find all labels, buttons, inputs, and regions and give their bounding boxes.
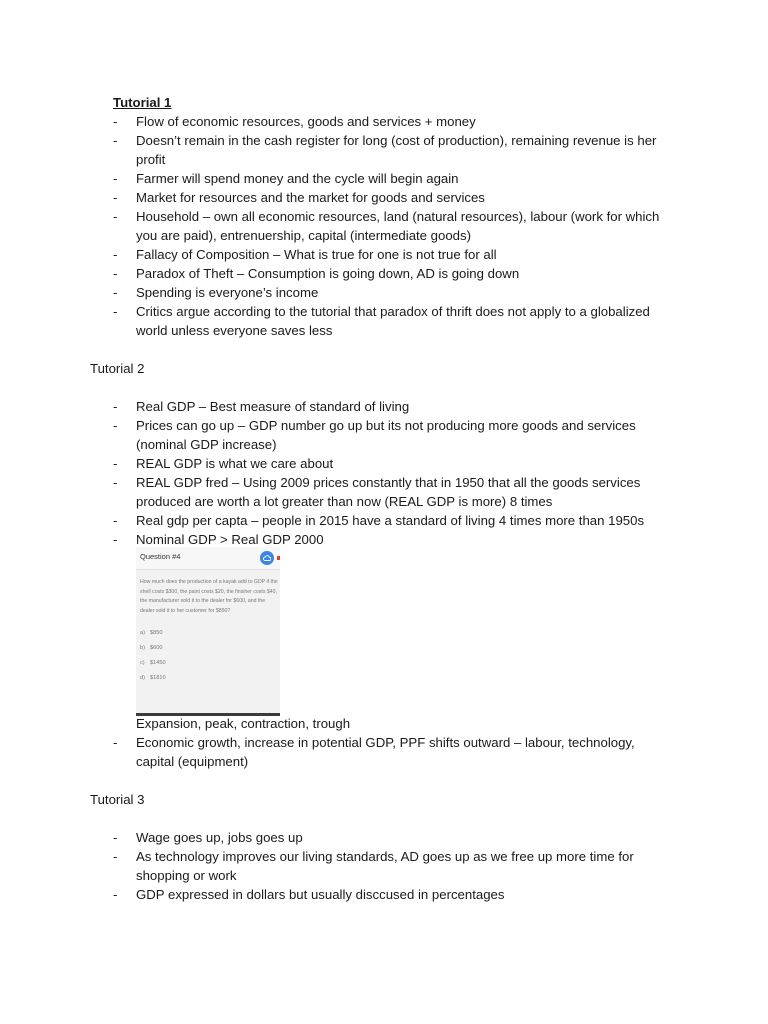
list-item: - Spending is everyone’s income: [113, 285, 319, 300]
red-marker-icon: [277, 556, 280, 560]
tutorial-3-list: [0, 828, 768, 904]
tutorial-1-list: [0, 112, 768, 340]
list-item: - REAL GDP fred – Using 2009 prices constantly that in 1950 that all the goods services produced are worth a lot greater than now (REAL GDP is more) 8 times: [113, 475, 641, 509]
list-item: - Farmer will spend money and the cycle will begin again: [113, 171, 459, 186]
embedded-question-screenshot: [136, 547, 280, 716]
list-item: - Critics argue according to the tutorial that paradox of thrift does not apply to a globalized world unless everyone saves less: [113, 304, 650, 338]
list-item: - Nominal GDP > Real GDP 2000: [113, 532, 324, 547]
answer-option: b) $600: [140, 645, 163, 651]
answer-option: c) $1450: [140, 660, 166, 666]
answer-option: d) $1810: [140, 675, 166, 681]
tutorial-1-heading: Tutorial 1: [113, 95, 172, 110]
list-item: - Wage goes up, jobs goes up: [113, 830, 303, 845]
list-item: - Market for resources and the market for goods and services: [113, 190, 485, 205]
list-item: - Flow of economic resources, goods and services + money: [113, 114, 476, 129]
list-item: - Real GDP – Best measure of standard of living: [113, 399, 410, 414]
question-title: Question #4: [140, 552, 181, 561]
list-item: - Paradox of Theft – Consumption is going down, AD is going down: [113, 266, 520, 281]
tutorial-2-list-continued: [0, 733, 768, 771]
question-text: How much does the production of a kayak add to GDP if the shell costs $300, the paint costs $20, the finisher costs $40, the manufacturer sold it to the dealer for $600, and the dealer sold it to her customer for $850?: [140, 579, 278, 614]
list-item: - As technology improves our living standards, AD goes up as we free up more time for shopping or work: [113, 849, 634, 883]
continuation-text: Expansion, peak, contraction, trough: [136, 716, 351, 731]
tutorial-3-heading: Tutorial 3: [90, 792, 145, 807]
list-item: - GDP expressed in dollars but usually disccused in percentages: [113, 887, 505, 902]
answer-option: a) $850: [140, 630, 163, 636]
tutorial-2-list: [0, 397, 768, 549]
list-item: - Fallacy of Composition – What is true for one is not true for all: [113, 247, 497, 262]
cloud-icon: [260, 551, 274, 565]
list-item: - Prices can go up – GDP number go up but its not producing more goods and services (nominal GDP increase): [113, 418, 636, 452]
list-item: - Household – own all economic resources, land (natural resources), labour (work for which you are paid), entrenuership, capital (intermediate goods): [113, 209, 660, 243]
tutorial-2-heading: Tutorial 2: [90, 361, 145, 376]
list-item: - Real gdp per capta – people in 2015 have a standard of living 4 times more than 1950s: [113, 513, 645, 528]
list-item: - REAL GDP is what we care about: [113, 456, 334, 471]
list-item: - Economic growth, increase in potential GDP, PPF shifts outward – labour, technology, capital (equipment): [113, 735, 635, 769]
list-item: - Doesn’t remain in the cash register for long (cost of production), remaining revenue is her profit: [113, 133, 657, 167]
